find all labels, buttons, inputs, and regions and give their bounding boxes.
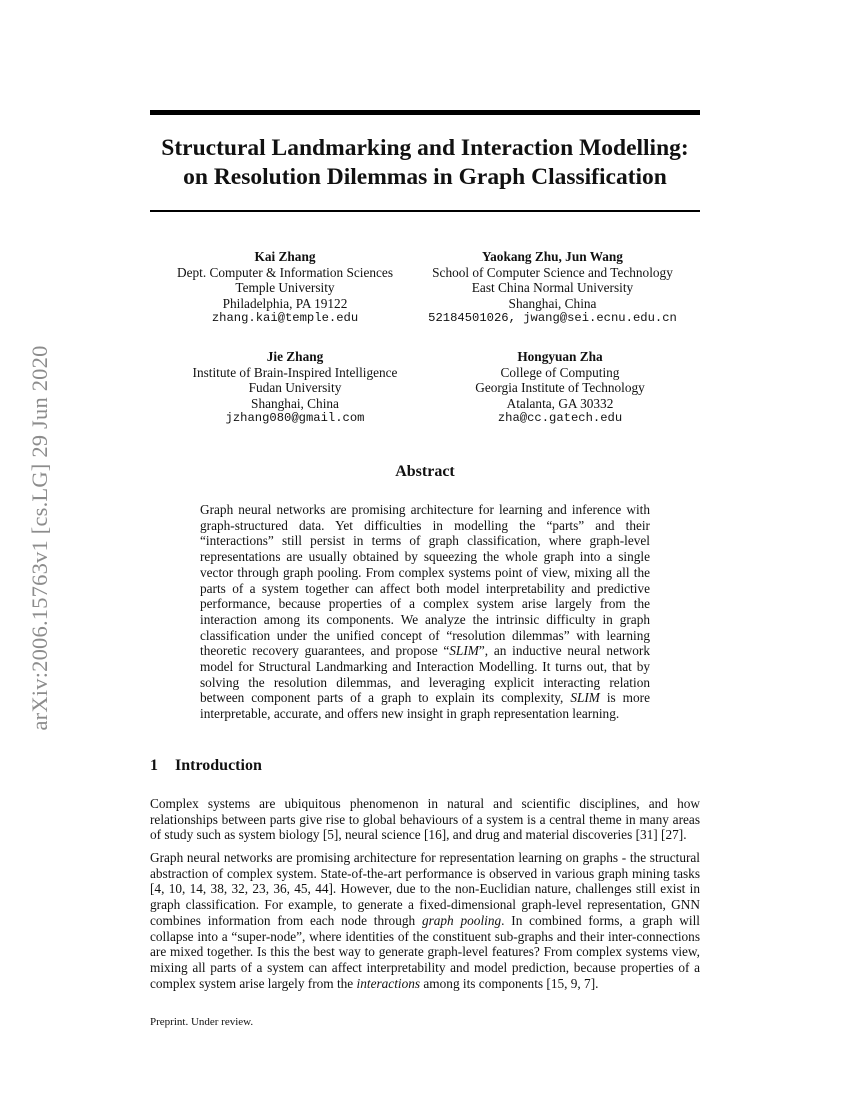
title-top-rule bbox=[150, 110, 700, 115]
paragraph-text-part: Graph neural networks are promising architecture for representation learning on graphs - the structural abstraction of complex system. State-of-the-art performance is observed in various graph mining tasks [4, 10, 14, 38, 32, 23, 36, 45, 44]. However, due to the non-Euclidian nature, challenges still exist in graph classification. For example, to generate a fixed-dimensional graph-level representation, GNN combines information from each node through bbox=[150, 850, 700, 928]
author-email: 52184501026, jwang@sei.ecnu.edu.cn bbox=[428, 311, 677, 326]
author-name: Kai Zhang bbox=[254, 249, 316, 264]
arxiv-identifier bbox=[20, 296, 60, 780]
author-block bbox=[180, 349, 410, 427]
term-emphasis: interactions bbox=[356, 975, 421, 991]
author-affiliation: School of Computer Science and Technology bbox=[432, 264, 673, 280]
abstract-text-part: ”, an inductive neural network model for Structural Landmarking and Interaction Modelling. It turns out, that by solving the resolution dilemmas, and leveraging explicit interacting relation between component parts of a graph to explain its complexity, bbox=[200, 643, 650, 706]
section-title: Introduction bbox=[175, 757, 262, 774]
author-name: Jie Zhang bbox=[266, 349, 324, 364]
author-affiliation: Shanghai, China bbox=[251, 395, 339, 411]
author-affiliation: College of Computing bbox=[500, 364, 620, 380]
intro-paragraph-2 bbox=[150, 850, 700, 991]
title-bottom-rule bbox=[150, 210, 700, 212]
author-name: Yaokang Zhu, Jun Wang bbox=[482, 249, 623, 264]
author-block bbox=[440, 349, 680, 427]
section-heading-introduction bbox=[150, 757, 262, 775]
paragraph-text-part: among its components [15, 9, 7]. bbox=[420, 975, 599, 991]
author-email: zhang.kai@temple.edu bbox=[211, 311, 359, 326]
intro-paragraph-1: Complex systems are ubiquitous phenomenon in natural and scientific disciplines, and how relationships between parts give rise to global behaviours of a system is a central theme in many areas of study such as system biology [5], neural science [16], and drug and material discoveries [31] [27]. bbox=[150, 796, 700, 843]
abstract-text bbox=[200, 502, 650, 722]
author-name: Hongyuan Zha bbox=[517, 349, 603, 364]
title-line-1: Structural Landmarking and Interaction Modelling: bbox=[161, 135, 689, 161]
model-name-emphasis: SLIM bbox=[449, 643, 479, 659]
abstract-text-part: Graph neural networks are promising architecture for learning and inference with graph-structured data. Yet difficulties in modelling the “parts” and their “interactions” still persist in terms of graph classification, where graph-level representations are usually obtained by squeezing the whole graph into a single vector through graph pooling. From complex systems point of view, mixing all the parts of a system together can affect both model interpretability and predictive performance, because properties of a complex system arise largely from the interaction among its components. We analyze the intrinsic difficulty in graph classification under the unified concept of “resolution dilemmas” with learning theoretic recovery guarantees, and propose “ bbox=[200, 502, 650, 659]
author-affiliation: Atalanta, GA 30332 bbox=[506, 395, 614, 411]
term-emphasis: graph pooling bbox=[421, 912, 502, 928]
author-affiliation: Fudan University bbox=[248, 380, 342, 396]
author-affiliation: Georgia Institute of Technology bbox=[475, 380, 645, 396]
author-affiliation: Philadelphia, PA 19122 bbox=[222, 295, 348, 311]
section-number: 1 bbox=[150, 757, 158, 774]
author-affiliation: Dept. Computer & Information Sciences bbox=[176, 264, 394, 280]
author-block bbox=[160, 249, 410, 327]
model-name-emphasis: SLIM bbox=[570, 690, 600, 706]
paragraph-text-part: . In combined forms, a graph will collapse into a “super-node”, where identities of the constituent sub-graphs and their inter-connections are mixed together. Is this the best way to generate graph-level features? From complex systems view, mixing all parts of a system can affect interpretability and model prediction, because properties of a complex system arise largely from the bbox=[150, 912, 700, 991]
abstract-heading: Abstract bbox=[395, 463, 455, 480]
preprint-note: Preprint. Under review. bbox=[150, 1016, 254, 1028]
author-affiliation: Temple University bbox=[235, 280, 335, 296]
author-block bbox=[420, 249, 685, 327]
author-email: zha@cc.gatech.edu bbox=[497, 411, 623, 426]
title-line-2: on Resolution Dilemmas in Graph Classification bbox=[183, 164, 667, 190]
abstract-text-part: is more interpretable, accurate, and offers new insight in graph representation learning. bbox=[200, 690, 650, 722]
author-email: jzhang080@gmail.com bbox=[225, 411, 365, 426]
author-affiliation: Institute of Brain-Inspired Intelligence bbox=[192, 364, 398, 380]
arxiv-identifier-text: arXiv:2006.15763v1 [cs.LG] 29 Jun 2020 bbox=[27, 345, 52, 731]
author-affiliation: Shanghai, China bbox=[508, 295, 597, 311]
paper-title bbox=[150, 134, 700, 192]
author-affiliation: East China Normal University bbox=[471, 280, 634, 296]
